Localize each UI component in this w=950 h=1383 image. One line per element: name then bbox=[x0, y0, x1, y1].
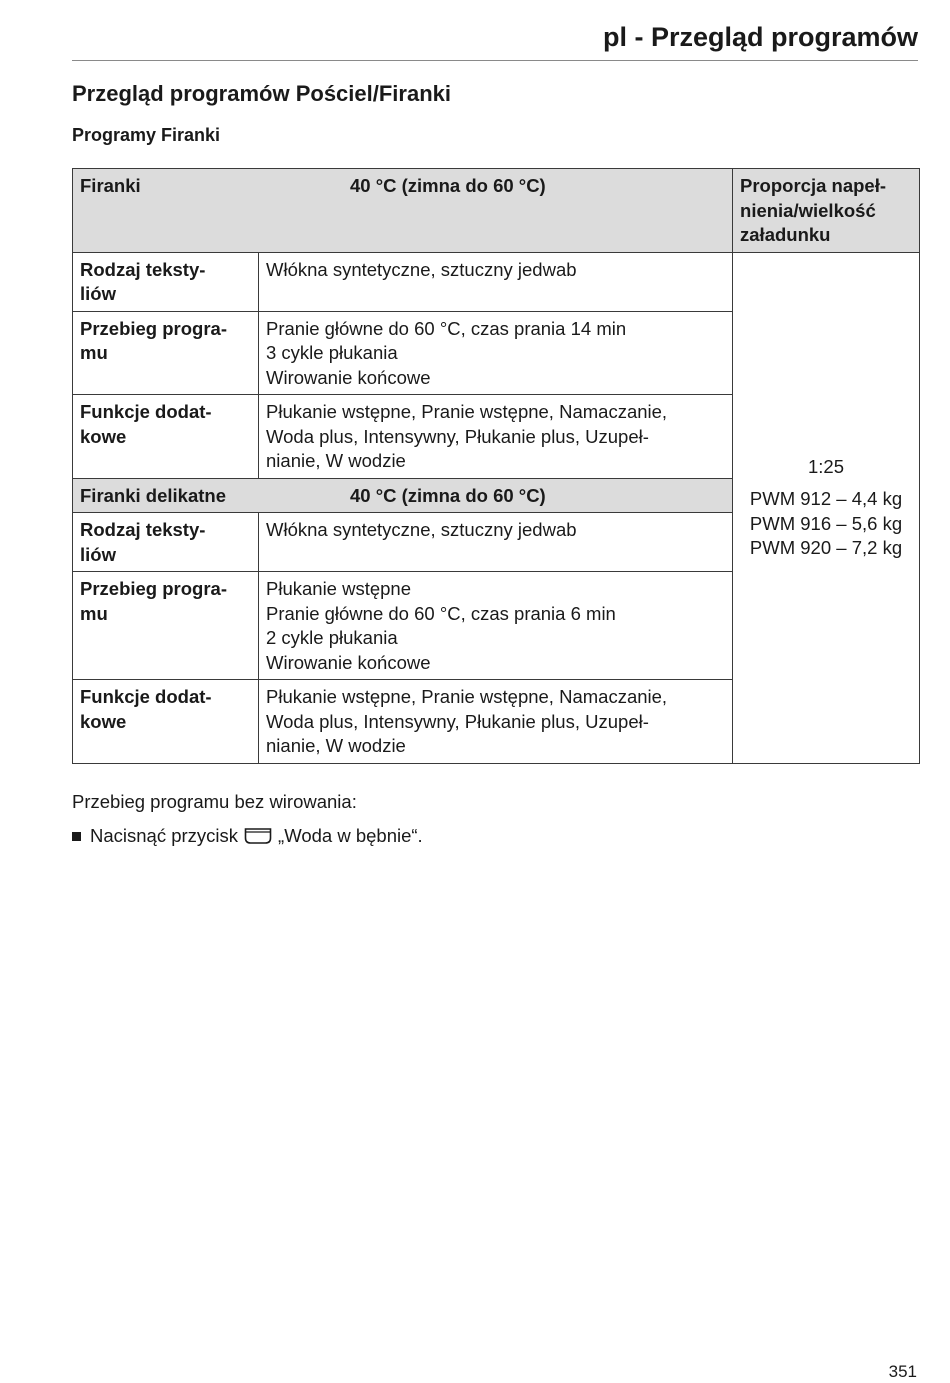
bullet-square-icon bbox=[72, 832, 81, 841]
subsection-title: Programy Firanki bbox=[72, 125, 221, 145]
label-line: Funkcje dodat- bbox=[80, 686, 212, 707]
program-name: Firanki bbox=[80, 175, 141, 196]
textiles-label bbox=[73, 513, 259, 572]
value-line: Wirowanie końcowe bbox=[266, 651, 431, 673]
options-value bbox=[259, 680, 733, 764]
header-title: pl - Przegląd programów bbox=[602, 22, 918, 52]
sequence-label bbox=[73, 572, 259, 680]
value-line: nianie, W wodzie bbox=[266, 735, 406, 756]
ratio-value: 1:25 bbox=[808, 455, 845, 477]
label-line: kowe bbox=[80, 425, 127, 447]
program-header-row bbox=[73, 169, 920, 253]
header-divider bbox=[72, 60, 918, 61]
load-line: PWM 912 – 4,4 kg bbox=[749, 488, 903, 509]
ratio-header-cell bbox=[733, 169, 920, 253]
value-line: nianie, W wodzie bbox=[266, 450, 406, 471]
textiles-label bbox=[73, 252, 259, 311]
label-line: Przebieg progra- bbox=[80, 578, 227, 599]
label-line: Funkcje dodat- bbox=[80, 401, 212, 422]
program-temperature: 40 °C (zimna do 60 °C) bbox=[350, 175, 546, 196]
value-line: Włókna syntetyczne, sztuczny jedwab bbox=[266, 519, 577, 540]
sequence-value bbox=[259, 311, 733, 395]
ratio-header-line: nienia/wielkość bbox=[740, 199, 876, 221]
options-value bbox=[259, 395, 733, 479]
program-name-cell bbox=[73, 478, 733, 513]
ratio-header-line: załadunku bbox=[740, 224, 831, 245]
label-line: liów bbox=[80, 283, 116, 304]
options-label bbox=[73, 680, 259, 764]
sequence-label bbox=[73, 311, 259, 395]
label-line: Rodzaj teksty- bbox=[80, 519, 206, 540]
options-label bbox=[73, 395, 259, 479]
note-text: Przebieg programu bez wirowania: bbox=[72, 791, 357, 812]
value-line: Woda plus, Intensywny, Płukanie plus, Uzupeł- bbox=[266, 425, 649, 447]
label-line: Rodzaj teksty- bbox=[80, 258, 206, 280]
value-line: Płukanie wstępne bbox=[266, 578, 412, 599]
value-line: Woda plus, Intensywny, Płukanie plus, Uzupeł- bbox=[266, 710, 649, 732]
program-name-cell bbox=[73, 169, 733, 253]
value-line: 2 cykle płukania bbox=[266, 627, 398, 648]
sequence-value bbox=[259, 572, 733, 680]
instruction-before: Nacisnąć przycisk bbox=[90, 825, 239, 846]
instruction-after: „Woda w bębnie“. bbox=[278, 825, 423, 846]
label-line: Przebieg progra- bbox=[80, 317, 227, 339]
load-line: PWM 920 – 7,2 kg bbox=[749, 537, 903, 558]
label-line: kowe bbox=[80, 710, 127, 732]
program-table bbox=[72, 168, 920, 764]
value-line: Płukanie wstępne, Pranie wstępne, Namaczanie, bbox=[266, 401, 668, 422]
textiles-value bbox=[259, 252, 733, 311]
label-line: mu bbox=[80, 602, 108, 624]
value-line: Pranie główne do 60 °C, czas prania 6 min bbox=[266, 602, 616, 624]
table-row bbox=[73, 252, 920, 311]
value-line: Płukanie wstępne, Pranie wstępne, Namaczanie, bbox=[266, 686, 668, 707]
water-in-drum-icon bbox=[244, 827, 272, 845]
load-line: PWM 916 – 5,6 kg bbox=[749, 512, 903, 534]
program-name: Firanki delikatne bbox=[80, 484, 226, 506]
label-line: mu bbox=[80, 342, 108, 363]
value-line: 3 cykle płukania bbox=[266, 342, 398, 363]
program-temperature: 40 °C (zimna do 60 °C) bbox=[350, 484, 546, 506]
section-title: Przegląd programów Pościel/Firanki bbox=[72, 81, 451, 106]
instruction-line bbox=[72, 825, 423, 847]
value-line: Pranie główne do 60 °C, czas prania 14 min bbox=[266, 317, 627, 339]
value-line: Włókna syntetyczne, sztuczny jedwab bbox=[266, 258, 577, 280]
ratio-header-line: Proporcja napeł- bbox=[740, 175, 886, 196]
textiles-value bbox=[259, 513, 733, 572]
label-line: liów bbox=[80, 543, 116, 565]
page-number: 351 bbox=[888, 1362, 917, 1381]
ratio-cell bbox=[733, 252, 920, 763]
value-line: Wirowanie końcowe bbox=[266, 366, 431, 388]
